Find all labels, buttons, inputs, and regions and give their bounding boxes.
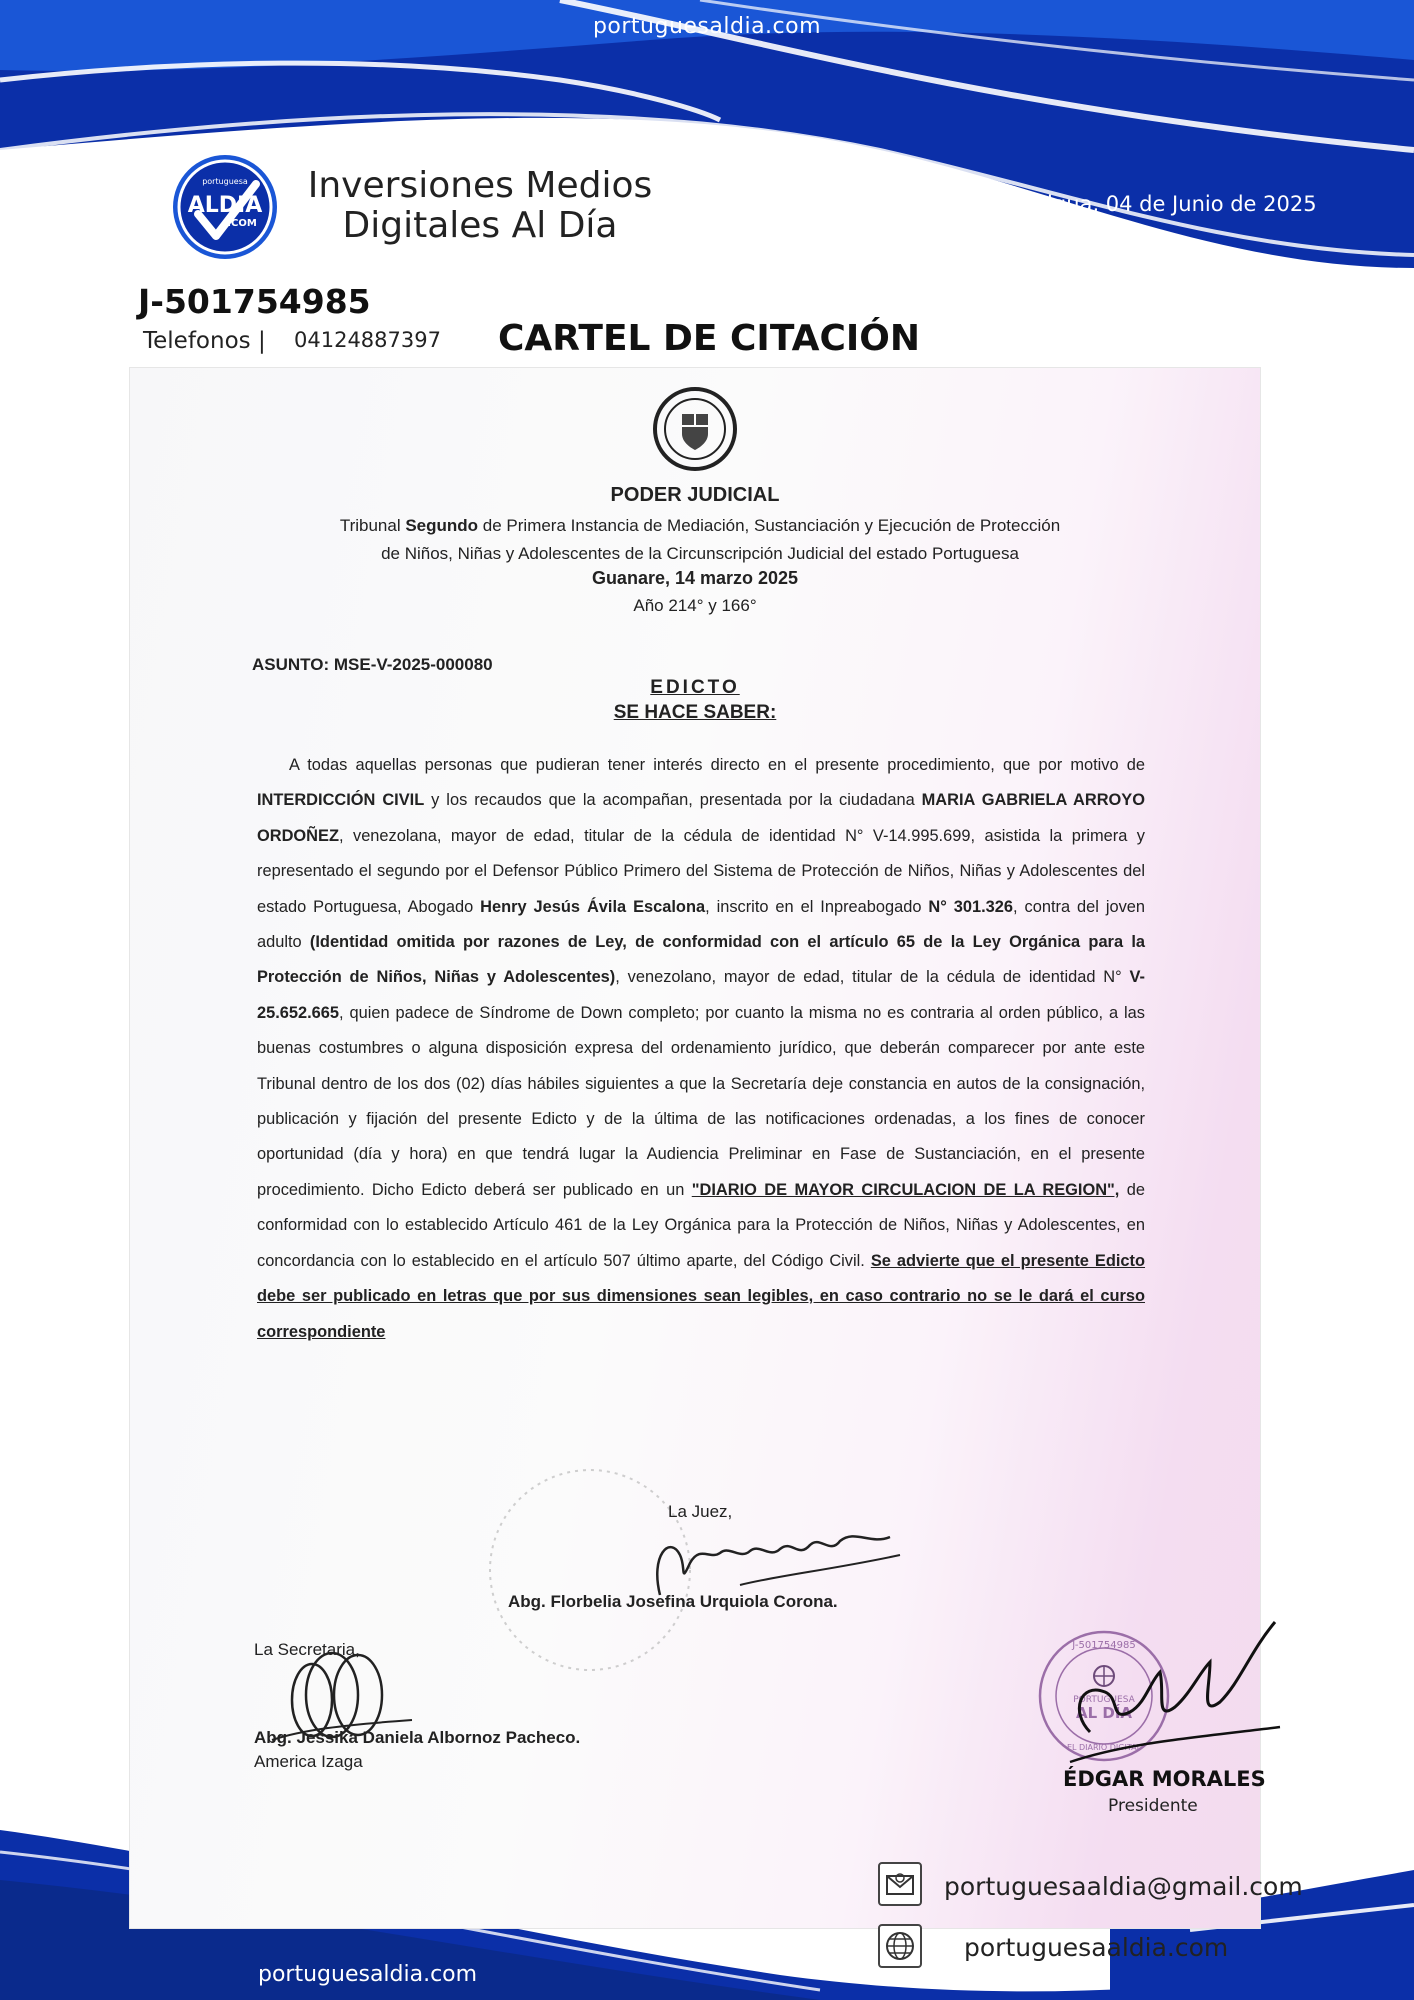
svg-text:ALDIA: ALDIA (187, 193, 263, 218)
body-part: de conformidad con lo establecido Artículo 461 de la Ley Orgánica para la Protección de Niños, Niñas y Adolescentes, en concordancia con lo establecido en el artículo 507 último aparte, del Código Civil. (257, 1180, 1146, 1270)
edicto-heading: EDICTO (650, 677, 740, 698)
president-title: Presidente (1108, 1796, 1198, 1816)
svg-text:AL DÍA: AL DÍA (1075, 1704, 1133, 1722)
svg-text:EL DIARIO DIGITAL: EL DIARIO DIGITAL (1066, 1743, 1142, 1752)
company-name-line2: Digitales Al Día (342, 205, 618, 246)
body-part: , venezolana, mayor de edad, titular de la cédula de identidad N° V-14.995.699, asistida la primera y representado el segundo por el Defensor Público Primero del Sistema de Protección de Niños, Niñas y Adolescentes del estado Portuguesa, Abogado (257, 826, 1145, 916)
body-part: , inscrito en el Inpreabogado (705, 897, 929, 916)
president-name: ÉDGAR MORALES (1063, 1767, 1266, 1791)
body-part: A todas aquellas personas que pudieran tener interés directo en el presente procedimiento, que por motivo de (289, 756, 1145, 774)
asunto: ASUNTO: MSE-V-2025-000080 (252, 655, 493, 674)
body-part: , venezolano, mayor de edad, titular de la cédula de identidad N° (615, 968, 1130, 987)
body-part-bold: MARIA GABRIELA ARROYO ORDOÑEZ (257, 791, 1145, 845)
body-part-bold: Henry Jesús Ávila Escalona (480, 897, 706, 916)
tribunal-heading (250, 512, 1150, 568)
tribunal-line1-bold: Segundo (405, 516, 479, 535)
company-rif: J-501754985 (138, 282, 371, 321)
judge-name: Abg. Florbelia Josefina Urquiola Corona. (508, 1592, 838, 1611)
place-date: Guanare, 14 marzo 2025 (591, 568, 799, 588)
hace-saber-heading: SE HACE SABER: (613, 702, 777, 723)
phone-number: 04124887397 (294, 328, 441, 352)
body-part-bold: V-25.652.665 (257, 968, 1146, 1022)
issue-date: Acarigua, 04 de Junio de 2025 (1000, 192, 1317, 216)
edict-body (257, 748, 1145, 1350)
contact-email[interactable]: portuguesaaldia@gmail.com (944, 1872, 1303, 1901)
body-part-bold: INTERDICCIÓN CIVIL (257, 791, 425, 810)
svg-text:PORTUGUESA: PORTUGUESA (1073, 1695, 1135, 1705)
svg-text:.COM: .COM (227, 218, 257, 229)
tribunal-line1-post: de Primera Instancia de Mediación, Sustanciación y Ejecución de Protección (478, 516, 1061, 535)
company-name (300, 166, 660, 246)
phone-label: Telefonos | (143, 328, 266, 354)
judge-label: La Juez, (668, 1502, 733, 1521)
bottom-website-url[interactable]: portuguesaldia.com (258, 1962, 478, 1987)
body-part-underlined: Se advierte que el presente Edicto debe ser publicado en letras que por sus dimensiones sean legibles, en caso contrario no se le dará el curso correspondiente (257, 1251, 1146, 1341)
body-part: y los recaudos que la acompañan, presentada por la ciudadana (424, 791, 922, 810)
top-website-url[interactable]: portuguesaldia.com (592, 14, 822, 39)
aldia-logo (172, 154, 278, 260)
president-signature (1050, 1612, 1290, 1772)
body-part-bold: (Identidad omitida por razones de Ley, de conformidad con el artículo 65 de la Ley Orgánica para la Protección de Niños, Niñas y Adolescentes) (257, 933, 1145, 987)
svg-text:portuguesa: portuguesa (202, 177, 248, 186)
institution-heading: PODER JUDICIAL (610, 484, 780, 506)
tribunal-line1-pre: Tribunal (339, 516, 406, 535)
coat-of-arms-icon (652, 386, 738, 472)
company-name-line1: Inversiones Medios (307, 165, 653, 206)
globe-icon (878, 1924, 922, 1968)
body-part-underlined: "DIARIO DE MAYOR CIRCULACION DE LA REGION", (691, 1180, 1120, 1199)
tribunal-line2: de Niños, Niñas y Adolescentes de la Circunscripción Judicial del estado Portuguesa (381, 544, 1019, 563)
page-title: CARTEL DE CITACIÓN (498, 318, 920, 359)
body-part-bold: N° 301.326 (928, 897, 1014, 916)
body-part: , quien padece de Síndrome de Down completo; por cuanto la misma no es contraria al orden público, a las buenas costumbres o alguna disposición expresa del ordenamiento jurídico, que deberán comparecer por ante este Tribunal dentro de los dos (02) días hábiles siguientes a que la Secretaría deje constancia en autos de la consignación, publicación y fijación del presente Edicto y de la última de las notificaciones ordenadas, a los fines de conocer oportunidad (día y hora) en que tendrá lugar la Audiencia Preliminar en Fase de Sustanciación, en el presente procedimiento. Dicho Edicto deberá ser publicado en un (257, 1003, 1145, 1199)
year-line: Año 214° y 166° (633, 596, 757, 615)
contact-website[interactable]: portuguesaaldia.com (964, 1933, 1229, 1962)
secretary-label: La Secretaria, (254, 1640, 360, 1659)
secretary-extra-note: America Izaga (254, 1752, 363, 1771)
secretary-name: Abg. Jessika Daniela Albornoz Pacheco. (254, 1728, 581, 1747)
svg-text:J-501754985: J-501754985 (1072, 1640, 1136, 1651)
body-part: , contra del joven adulto (257, 897, 1146, 952)
email-icon (878, 1862, 922, 1906)
